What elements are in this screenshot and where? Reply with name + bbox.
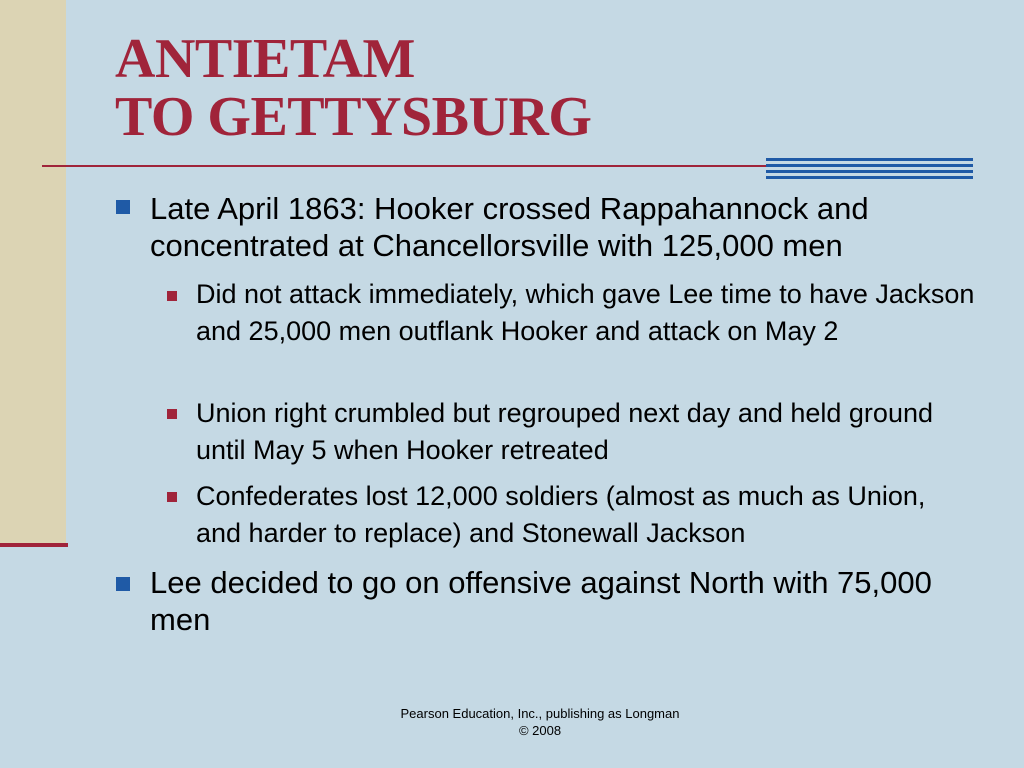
bullet-item: Late April 1863: Hooker crossed Rappahannock and concentrated at Chancellorsville with 125,000 men [150,191,869,263]
square-bullet-icon [116,577,130,591]
footer-publisher: Pearson Education, Inc., publishing as Longman [400,706,680,721]
title-accent-stripe [766,170,973,173]
square-bullet-icon [116,200,130,214]
slide-footer [340,705,740,739]
slide-title [115,30,591,146]
side-decor-bar [0,0,66,544]
small-square-bullet-icon [167,492,177,502]
small-square-bullet-icon [167,291,177,301]
small-square-bullet-icon [167,409,177,419]
title-accent-stripe [766,176,973,179]
sub-bullet-item: Did not attack immediately, which gave Lee time to have Jackson and 25,000 men outflank Hooker and attack on May 2 [196,279,975,346]
sub-bullet-item: Confederates lost 12,000 soldiers (almost as much as Union, and harder to replace) and Stonewall Jackson [196,481,926,548]
side-decor-rule [0,543,68,547]
slide-title-line-2: TO GETTYSBURG [115,86,592,148]
title-accent-stripe [766,164,973,167]
sub-bullet-item: Union right crumbled but regrouped next day and held ground until May 5 when Hooker retreated [196,398,933,465]
title-accent-stripe [766,158,973,161]
title-divider [42,165,822,167]
bullet-item: Lee decided to go on offensive against North with 75,000 men [150,565,932,637]
footer-copyright: © 2008 [518,723,562,738]
slide-title-line-1: ANTIETAM [115,28,415,90]
